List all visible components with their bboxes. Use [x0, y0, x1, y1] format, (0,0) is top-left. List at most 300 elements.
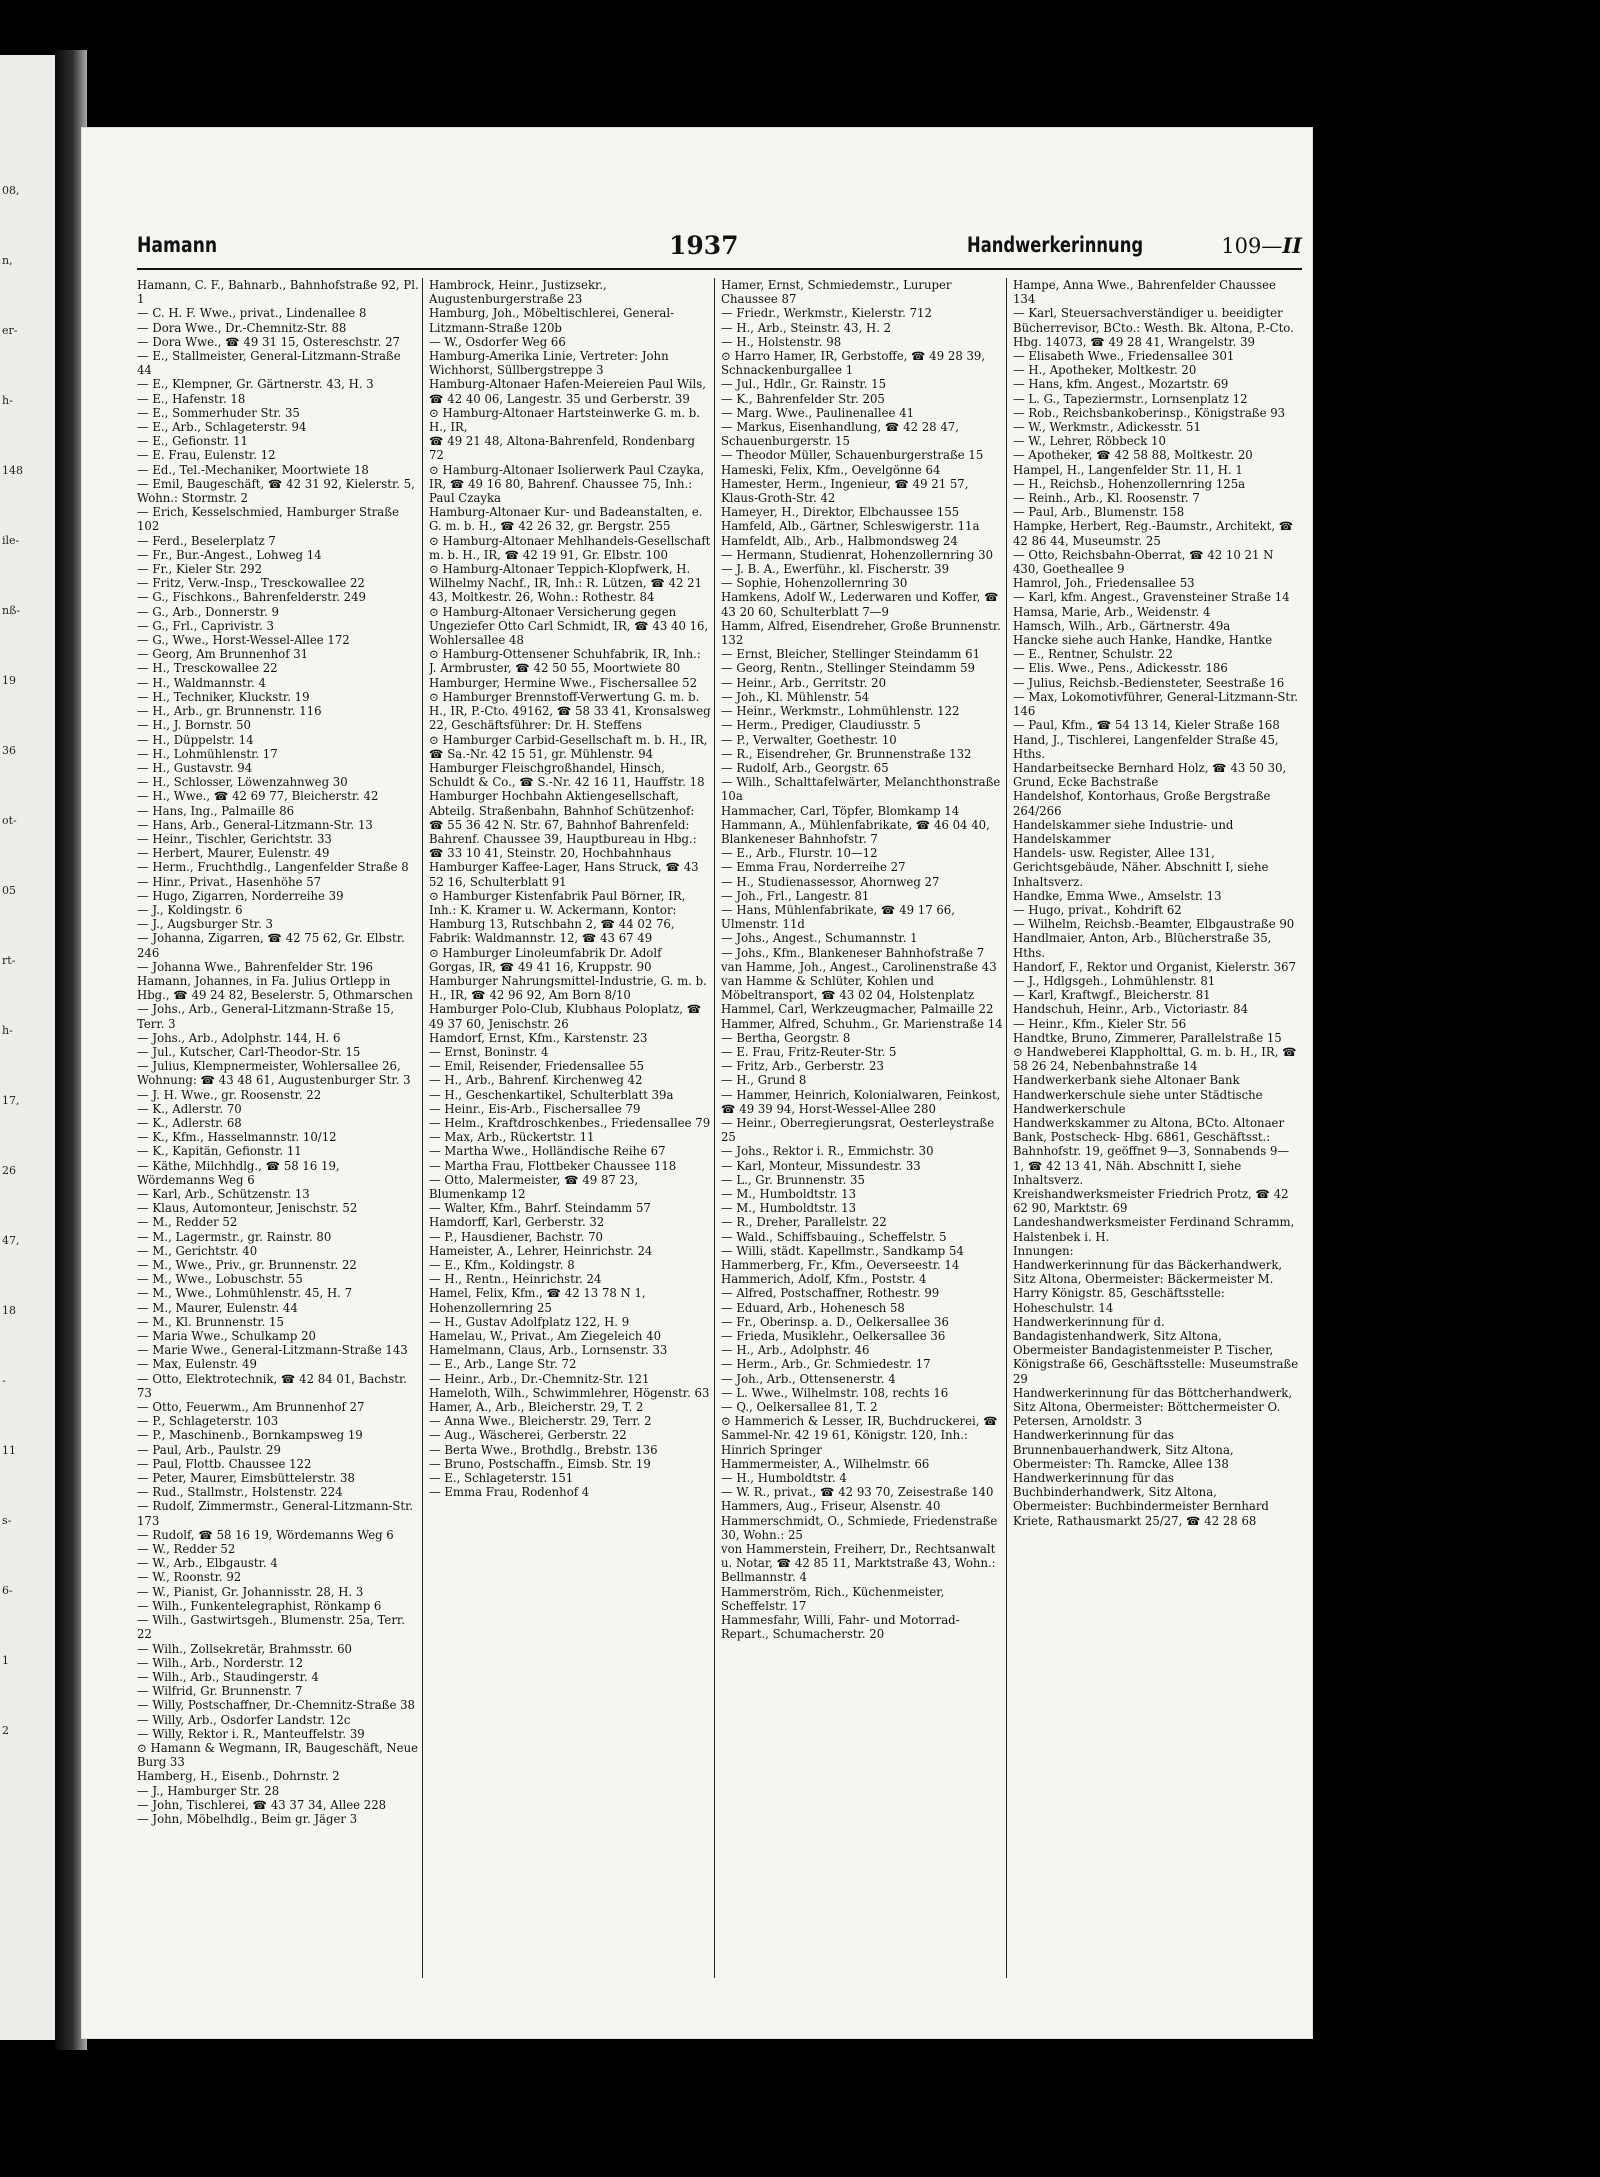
directory-entry: Hammerberg, Fr., Kfm., Oeverseestr. 14	[721, 1258, 960, 1273]
directory-entry: — H., Gustavstr. 94	[137, 760, 253, 775]
directory-entry: Hancke siehe auch Hanke, Handke, Hantke	[1013, 633, 1273, 648]
directory-entry: — Jul., Kutscher, Carl-Theodor-Str. 15	[137, 1044, 361, 1059]
directory-entry: Hammermeister, A., Wilhelmstr. 66	[721, 1456, 930, 1471]
directory-entry: — Sophie, Hohenzollernring 30	[721, 576, 908, 591]
directory-entry: — Q., Oelkersallee 81, T. 2	[721, 1400, 878, 1415]
directory-entry: Hamburg-Amerika Linie, Vertreter: John Wichhorst, Süllbergstreppe 3	[429, 349, 669, 378]
directory-entry: — Hans, Arb., General-Litzmann-Str. 13	[137, 817, 373, 832]
directory-entry: — E. Frau, Fritz-Reuter-Str. 5	[721, 1044, 897, 1059]
fragment-line: 18	[2, 1304, 16, 1317]
directory-entry: — Dora Wwe., ☎ 49 31 15, Ostereschstr. 27	[137, 334, 400, 349]
directory-entry: — H., Holstenstr. 98	[721, 334, 842, 349]
directory-entry: — E., Kfm., Koldingstr. 8	[429, 1258, 575, 1273]
directory-entry: Hamburg-Altonaer Kur- und Badeanstalten, e. G. m. b. H., ☎ 42 26 32, gr. Bergstr. 255	[429, 505, 703, 534]
directory-entry: Handke, Emma Wwe., Amselstr. 13	[1013, 888, 1222, 903]
directory-entry: — Hans, Mühlenfabrikate, ☎ 49 17 66, Ulmenstr. 11d	[721, 902, 955, 932]
directory-entry: Hammerschmidt, O., Schmiede, Friedenstraße 30, Wohn.: 25	[721, 1513, 998, 1542]
directory-entry: — Wilh., Arb., Norderstr. 12	[137, 1655, 304, 1670]
directory-entry: — P., Schlageterstr. 103	[137, 1414, 279, 1429]
fragment-line: 47,	[2, 1234, 20, 1247]
directory-entry: — Johs., Angest., Schumannstr. 1	[721, 931, 918, 946]
directory-entry: Handwerkerinnung für das Buchbinderhandwerk, Sitz Altona, Obermeister: Buchbindermeister Bernhard Kriete, Rathausmarkt 25/27, ☎ 42 28 68	[1013, 1471, 1269, 1528]
directory-entry: Hamelau, W., Privat., Am Ziegeleich 40	[429, 1329, 662, 1344]
directory-entry: — Marie Wwe., General-Litzmann-Straße 143	[137, 1343, 408, 1358]
directory-entry: Hamfeldt, Alb., Arb., Halbmondsweg 24	[721, 533, 958, 548]
directory-entry: — H., Arb., Steinstr. 43, H. 2	[721, 320, 892, 335]
fragment-line: 11	[2, 1444, 16, 1457]
directory-entry: — John, Möbelhdlg., Beim gr. Jäger 3	[137, 1811, 358, 1826]
directory-entry: — Klaus, Automonteur, Jenischstr. 52	[137, 1201, 358, 1216]
directory-entry: — Rudolf, ☎ 58 16 19, Wördemanns Weg 6	[137, 1527, 394, 1542]
directory-entry: — Otto, Elektrotechnik, ☎ 42 84 01, Bachstr. 73	[137, 1371, 407, 1400]
directory-entry: — K., Kfm., Hasselmannstr. 10/12	[137, 1130, 337, 1145]
directory-entry: — Emil, Reisender, Friedensallee 55	[429, 1059, 645, 1074]
fragment-line: s-	[2, 1514, 12, 1527]
directory-entry: Hampe, Anna Wwe., Bahrenfelder Chaussee 134	[1013, 278, 1276, 307]
directory-entry: Hand, J., Tischlerei, Langenfelder Straße 45, Hths.	[1013, 732, 1279, 761]
directory-entry: — Marg. Wwe., Paulinenallee 41	[721, 405, 915, 420]
directory-entry: van Hamme, Joh., Angest., Carolinenstraße 43	[721, 959, 997, 974]
directory-entry: — H., Düppelstr. 14	[137, 732, 254, 747]
fragment-line: rt-	[2, 954, 16, 967]
directory-entry: — L. G., Tapeziermstr., Lornsenplatz 12	[1013, 391, 1248, 406]
directory-entry: — M., Wwe., Lohmühlenstr. 45, H. 7	[137, 1286, 353, 1301]
directory-entry: Kreishandwerksmeister Friedrich Protz, ☎ 42 62 90, Marktstr. 69	[1013, 1187, 1289, 1216]
directory-entry: Handwerkerinnung für das Brunnenbauerhandwerk, Sitz Altona, Obermeister: Th. Ramcke, Allee 138	[1013, 1428, 1234, 1471]
directory-entry: — J., Augsburger Str. 3	[137, 917, 273, 932]
directory-entry: — L. Wwe., Wilhelmstr. 108, rechts 16	[721, 1385, 949, 1400]
directory-entry: — H., Arb., gr. Brunnenstr. 116	[137, 704, 322, 719]
entry-columns	[137, 278, 1302, 1978]
directory-entry: — E., Rentner, Schulstr. 22	[1013, 647, 1173, 662]
directory-entry: — Dora Wwe., Dr.-Chemnitz-Str. 88	[137, 320, 347, 335]
directory-entry: — Johanna, Zigarren, ☎ 42 75 62, Gr. Elbstr. 246	[137, 931, 405, 960]
directory-entry: — Heinr., Eis-Arb., Fischersallee 79	[429, 1101, 641, 1116]
directory-entry: — H., Waldmannstr. 4	[137, 675, 266, 690]
directory-entry: — Herm., Arb., Gr. Schmiedestr. 17	[721, 1357, 931, 1372]
directory-entry: Hameloth, Wilh., Schwimmlehrer, Högenstr. 63	[429, 1385, 710, 1400]
directory-entry: — G., Arb., Donnerstr. 9	[137, 604, 279, 619]
directory-entry: — M., Maurer, Eulenstr. 44	[137, 1300, 298, 1315]
directory-entry: — Fr., Bur.-Angest., Lohweg 14	[137, 547, 322, 562]
directory-entry: Hammann, A., Mühlenfabrikate, ☎ 46 04 40, Blankeneser Bahnhofstr. 7	[721, 817, 990, 846]
directory-entry: Hameski, Felix, Kfm., Oevelgönne 64	[721, 462, 941, 477]
fragment-line: 08,	[2, 184, 20, 197]
directory-entry: — E., Stallmeister, General-Litzmann-Straße 44	[137, 349, 401, 378]
directory-entry: — Wilfrid, Gr. Brunnenstr. 7	[137, 1684, 303, 1699]
directory-entry: Hamm, Alfred, Eisendreher, Große Brunnenstr. 132	[721, 618, 1001, 648]
directory-entry: — Theodor Müller, Schauenburgerstraße 15	[721, 448, 984, 463]
directory-entry: — Rudolf, Arb., Georgstr. 65	[721, 760, 889, 775]
directory-entry: — Max, Arb., Rückertstr. 11	[429, 1130, 595, 1145]
directory-entry: — G., Wwe., Horst-Wessel-Allee 172	[137, 633, 350, 648]
directory-entry: Handwerkerinnung für das Böttcherhandwerk, Sitz Altona, Obermeister: Böttchermeister O. Petersen, Arnoldstr. 3	[1013, 1385, 1293, 1429]
directory-entry: — M., Redder 52	[137, 1215, 238, 1230]
directory-entry: — P., Maschinenb., Bornkampsweg 19	[137, 1428, 363, 1443]
directory-entry: — Julius, Klempnermeister, Wohlersallee 26, Wohnung: ☎ 43 48 61, Augustenburger Str. 3	[137, 1059, 411, 1088]
directory-entry: — P., Verwalter, Goethestr. 10	[721, 732, 897, 747]
directory-entry: — Heinr., Werkmstr., Lohmühlenstr. 122	[721, 704, 960, 719]
fragment-line: h-	[2, 1024, 13, 1037]
directory-entry: — Elis. Wwe., Pens., Adickesstr. 186	[1013, 661, 1228, 676]
directory-entry: — Bruno, Postschaffn., Eimsb. Str. 19	[429, 1456, 651, 1471]
column-1	[137, 278, 423, 1978]
fragment-line: -	[2, 1374, 6, 1387]
directory-entry: ⊙ Handweberei Klappholttal, G. m. b. H., IR, ☎ 58 26 24, Nebenbahnstraße 14	[1013, 1044, 1297, 1074]
directory-entry: — Ernst, Boninstr. 4	[429, 1044, 549, 1059]
directory-entry: — H., Humboldtstr. 4	[721, 1471, 847, 1486]
directory-entry: — Johs., Kfm., Blankeneser Bahnhofstraße 7	[721, 945, 985, 960]
directory-entry: — H., Geschenkartikel, Schulterblatt 39a	[429, 1087, 674, 1102]
directory-entry: — H., Arb., Bahrenf. Kirchenweg 42	[429, 1073, 643, 1088]
directory-entry: — Paul, Flottb. Chaussee 122	[137, 1456, 312, 1471]
directory-entry: — J. B. A., Ewerführ., kl. Fischerstr. 39	[721, 562, 950, 577]
directory-entry: Handelskammer siehe Industrie- und Handelskammer	[1013, 817, 1234, 846]
directory-entry: — Herm., Prediger, Claudiusstr. 5	[721, 718, 921, 733]
directory-entry: Hameyer, H., Direktor, Elbchaussee 155	[721, 505, 960, 520]
directory-entry: — W., Roonstr. 92	[137, 1570, 242, 1585]
previous-page-edge	[0, 55, 55, 2040]
directory-entry: Handarbeitsecke Bernhard Holz, ☎ 43 50 30, Grund, Ecke Bachstraße	[1013, 760, 1287, 790]
directory-entry: — W., Arb., Elbgaustr. 4	[137, 1556, 278, 1571]
page-number: 109—II	[1221, 233, 1302, 258]
directory-entry: — Ernst, Bleicher, Stellinger Steindamm 61	[721, 647, 981, 662]
directory-entry: Hampke, Herbert, Reg.-Baumstr., Architekt, ☎ 42 86 44, Museumstr. 25	[1013, 519, 1294, 548]
directory-entry: — L., Gr. Brunnenstr. 35	[721, 1172, 865, 1187]
directory-entry: — E., Sommerhuder Str. 35	[137, 405, 300, 420]
directory-entry: ⊙ Hamburg-Altonaer Teppich-Klopfwerk, H. Wilhelmy Nachf., IR, Inh.: R. Lützen, ☎ 42 21 43, Moltkestr. 26, Wohn.: Rothestr. 84	[429, 562, 703, 605]
directory-entry: — Julius, Reichsb.-Bediensteter, Seestraße 16	[1013, 675, 1285, 690]
directory-entry: — W., Pianist, Gr. Johannisstr. 28, H. 3	[137, 1584, 364, 1599]
directory-entry: Handschuh, Heinr., Arb., Victoriastr. 84	[1013, 1002, 1249, 1017]
fragment-line: ot-	[2, 814, 17, 827]
directory-entry: — Erich, Kesselschmied, Hamburger Straße 102	[137, 505, 399, 534]
directory-entry: Handwerkerinnung für d. Bandagistenhandwerk, Sitz Altona, Obermeister Bandagistenmeister P. Tischer, Königstraße 66, Geschäftsstelle: Museumstraße 29	[1013, 1314, 1299, 1386]
directory-entry: — Paul, Arb., Paulstr. 29	[137, 1442, 281, 1457]
header-year: 1937	[669, 231, 739, 260]
directory-entry: — Heinr., Oberregierungsrat, Oesterleystraße 25	[721, 1115, 995, 1145]
directory-entry: Hammers, Aug., Friseur, Alsenstr. 40	[721, 1499, 941, 1514]
directory-entry: Handtke, Bruno, Zimmerer, Parallelstraße 15	[1013, 1030, 1282, 1045]
directory-entry: Hamburg-Altonaer Hafen-Meiereien Paul Wils, ☎ 42 40 06, Langestr. 35 und Gerberstr. 39	[429, 377, 706, 406]
directory-entry: — W., Redder 52	[137, 1542, 236, 1557]
directory-entry: — Karl, Monteur, Missundestr. 33	[721, 1158, 921, 1173]
directory-entry: Hamelmann, Claus, Arb., Lornsenstr. 33	[429, 1343, 668, 1358]
directory-entry: — Eduard, Arb., Hohenesch 58	[721, 1300, 905, 1315]
directory-entry: — Reinh., Arb., Kl. Roosenstr. 7	[1013, 491, 1200, 506]
directory-entry: — G., Frl., Caprivistr. 3	[137, 618, 274, 633]
directory-entry: Hambrock, Heinr., Justizsekr., Augustenburgerstraße 23	[429, 278, 607, 307]
directory-entry: — H., Rentn., Heinrichstr. 24	[429, 1272, 602, 1287]
directory-entry: Hamfeld, Alb., Gärtner, Schleswigerstr. 11a	[721, 519, 980, 534]
directory-entry: — H., Gustav Adolfplatz 122, H. 9	[429, 1314, 630, 1329]
directory-entry: — John, Tischlerei, ☎ 43 37 34, Allee 228	[137, 1797, 387, 1812]
directory-entry: — M., Humboldtstr. 13	[721, 1187, 857, 1201]
directory-entry: Hamdorff, Karl, Gerberstr. 32	[429, 1215, 605, 1230]
directory-entry: — E. Frau, Eulenstr. 12	[137, 448, 276, 463]
directory-entry: — P., Hausdiener, Bachstr. 70	[429, 1229, 603, 1244]
directory-entry: — Walter, Kfm., Bahrf. Steindamm 57	[429, 1201, 651, 1216]
directory-entry: — Willi, städt. Kapellmstr., Sandkamp 54	[721, 1243, 964, 1258]
directory-entry: — Rud., Stallmstr., Holstenstr. 224	[137, 1485, 343, 1500]
directory-entry: — Emma Frau, Rodenhof 4	[429, 1485, 590, 1500]
directory-entry: — Fr., Oberinsp. a. D., Oelkersallee 36	[721, 1314, 949, 1329]
directory-entry: — Karl, Kraftwgf., Bleicherstr. 81	[1013, 988, 1211, 1003]
directory-entry: Hamsa, Marie, Arb., Weidenstr. 4	[1013, 604, 1211, 619]
directory-entry: — Elisabeth Wwe., Friedensallee 301	[1013, 349, 1235, 364]
fragment-line: 17,	[2, 1094, 20, 1107]
directory-entry: — Jul., Hdlr., Gr. Rainstr. 15	[721, 377, 887, 392]
directory-entry: Hamkens, Adolf W., Lederwaren und Koffer, ☎ 43 20 60, Schulterblatt 7—9	[721, 590, 999, 619]
directory-entry: Hamburger Nahrungsmittel-Industrie, G. m. b. H., IR, ☎ 42 96 92, Am Born 8/10	[429, 973, 707, 1003]
directory-entry: — H., Arb., Adolphstr. 46	[721, 1343, 870, 1358]
directory-entry: — E., Arb., Schlageterstr. 94	[137, 420, 307, 435]
directory-entry: — Alfred, Postschaffner, Rothestr. 99	[721, 1286, 940, 1301]
directory-entry: — E., Arb., Lange Str. 72	[429, 1357, 577, 1372]
directory-entry: — Emil, Baugeschäft, ☎ 42 31 92, Kielerstr. 5, Wohn.: Stormstr. 2	[137, 476, 415, 506]
directory-entry: Hamdorf, Ernst, Kfm., Karstenstr. 23	[429, 1030, 648, 1045]
directory-entry: — Karl, Steuersachverständiger u. beeidigter Bücherrevisor, BCto.: Westh. Bk. Altona, P.-Cto. Hbg. 14073, ☎ 49 28 41, Wrangelstr. 39	[1013, 306, 1294, 349]
directory-entry: — M., Kl. Brunnenstr. 15	[137, 1314, 284, 1329]
directory-entry: — Rudolf, Zimmermstr., General-Litzmann-Str. 173	[137, 1499, 414, 1528]
fragment-line: er-	[2, 324, 18, 337]
directory-entry: — Wald., Schiffsbauing., Scheffelstr. 5	[721, 1229, 947, 1244]
directory-entry: — M., Humboldtstr. 13	[721, 1201, 857, 1216]
directory-entry: ⊙ Hamburger Linoleumfabrik Dr. Adolf Gorgas, IR, ☎ 49 41 16, Kruppstr. 90	[429, 945, 662, 974]
directory-entry: — Friedr., Werkmstr., Kielerstr. 712	[721, 306, 932, 321]
fragment-line: 36	[2, 744, 16, 757]
directory-entry: Hamburger Kaffee-Lager, Hans Struck, ☎ 43 52 16, Schulterblatt 91	[429, 860, 699, 889]
directory-entry: — Willy, Postschaffner, Dr.-Chemnitz-Straße 38	[137, 1698, 415, 1713]
directory-entry: — J., Koldingstr. 6	[137, 902, 243, 917]
directory-entry: Hamel, Felix, Kfm., ☎ 42 13 78 N 1, Hohenzollernring 25	[429, 1286, 646, 1315]
directory-entry: ⊙ Hamburg-Ottensener Schuhfabrik, IR, Inh.: J. Armbruster, ☎ 42 50 55, Moortwiete 80	[429, 647, 701, 676]
directory-entry: — Hinr., Privat., Hasenhöhe 57	[137, 874, 322, 889]
directory-entry: Hammacher, Carl, Töpfer, Blomkamp 14	[721, 803, 960, 818]
fragment-line: 19	[2, 674, 16, 687]
directory-entry: — Wilh., Zollsekretär, Brahmsstr. 60	[137, 1641, 352, 1656]
directory-entry: — E., Schlageterstr. 151	[429, 1471, 574, 1486]
directory-entry: — Johanna Wwe., Bahrenfelder Str. 196	[137, 959, 373, 974]
directory-entry: — Heinr., Arb., Dr.-Chemnitz-Str. 121	[429, 1371, 650, 1386]
directory-entry: Handwerkerbank siehe Altonaer Bank	[1013, 1073, 1240, 1088]
directory-entry: Handwerkerschule siehe unter Städtische Handwerkerschule	[1013, 1087, 1263, 1116]
directory-entry: von Hammerstein, Freiherr, Dr., Rechtsanwalt u. Notar, ☎ 42 85 11, Marktstraße 43, Wohn.: Bellmannstr. 4	[721, 1542, 996, 1585]
directory-entry: — Hammer, Heinrich, Kolonialwaren, Feinkost, ☎ 49 39 94, Horst-Wessel-Allee 280	[721, 1087, 1001, 1116]
fragment-line: n,	[2, 254, 13, 267]
fragment-line: ile-	[2, 534, 20, 547]
directory-entry: — Aug., Wäscherei, Gerberstr. 22	[429, 1428, 627, 1443]
column-4	[1013, 278, 1302, 1978]
directory-entry: Hamer, Ernst, Schmiedemstr., Luruper Chaussee 87	[721, 278, 952, 307]
directory-entry: ⊙ Harro Hamer, IR, Gerbstoffe, ☎ 49 28 39, Schnackenburgallee 1	[721, 349, 986, 378]
directory-entry: Handorf, F., Rektor und Organist, Kielerstr. 367	[1013, 959, 1297, 974]
directory-entry: — H., Schlosser, Löwenzahnweg 30	[137, 775, 348, 790]
directory-entry: — M., Wwe., Lobuschstr. 55	[137, 1272, 303, 1287]
directory-entry: — Hans, Ing., Palmaille 86	[137, 803, 295, 818]
directory-entry: Hammerich, Adolf, Kfm., Poststr. 4	[721, 1272, 927, 1287]
directory-entry: — Joh., Arb., Ottensenerstr. 4	[721, 1371, 896, 1386]
directory-entry: — Herbert, Maurer, Eulenstr. 49	[137, 846, 330, 861]
directory-entry: — J., Hamburger Str. 28	[137, 1783, 280, 1798]
directory-entry: — H., Wwe., ☎ 42 69 77, Bleicherstr. 42	[137, 789, 379, 804]
fragment-line: h-	[2, 394, 13, 407]
fragment-line: 1	[2, 1654, 9, 1667]
directory-entry: ⊙ Hamburg-Altonaer Hartsteinwerke G. m. b. H., IR,	[429, 405, 701, 435]
directory-entry: ⊙ Hamburg-Altonaer Versicherung gegen Ungeziefer Otto Carl Schmidt, IR, ☎ 43 40 16, Wohlersallee 48	[429, 604, 709, 648]
directory-entry: — H., Reichsb., Hohenzollernring 125a	[1013, 476, 1246, 491]
directory-entry: — Karl, kfm. Angest., Gravensteiner Straße 14	[1013, 590, 1290, 605]
directory-entry: — Otto, Reichsbahn-Oberrat, ☎ 42 10 21 N 430, Goetheallee 9	[1013, 547, 1274, 577]
directory-entry: — Johs., Rektor i. R., Emmichstr. 30	[721, 1144, 934, 1159]
directory-entry: Hamburg, Joh., Möbeltischlerei, General-Litzmann-Straße 120b	[429, 306, 675, 335]
directory-entry: Handlmaier, Anton, Arb., Blücherstraße 35, Hths.	[1013, 931, 1272, 960]
header-first-name: Hamann	[137, 233, 218, 257]
directory-entry: — Joh., Frl., Langestr. 81	[721, 888, 870, 903]
directory-entry: Hamburger, Hermine Wwe., Fischersallee 52	[429, 675, 698, 690]
fragment-line: 6-	[2, 1584, 13, 1597]
directory-entry: — Peter, Maurer, Eimsbüttelerstr. 38	[137, 1471, 355, 1486]
directory-entry: Hamester, Herm., Ingenieur, ☎ 49 21 57, Klaus-Groth-Str. 42	[721, 476, 969, 506]
directory-entry: — G., Fischkons., Bahrenfelderstr. 249	[137, 590, 366, 605]
directory-entry: — Hugo, privat., Kohdrift 62	[1013, 902, 1182, 917]
directory-entry: Hampel, H., Langenfelder Str. 11, H. 1	[1013, 462, 1243, 477]
directory-entry: Hamrol, Joh., Friedensallee 53	[1013, 576, 1195, 591]
directory-page	[82, 128, 1312, 2038]
fragment-line: 148	[2, 464, 23, 477]
directory-entry: — H., Tresckowallee 22	[137, 661, 278, 676]
directory-entry: ⊙ Hamburger Kistenfabrik Paul Börner, IR, Inh.: K. Kramer u. W. Ackermann, Kontor: Hamburg 13, Rutschbahn 2, ☎ 44 02 76, Fabrik: Waldmannstr. 12, ☎ 43 67 49	[429, 888, 686, 946]
directory-entry: — E., Arb., Flurstr. 10—12	[721, 846, 878, 861]
directory-entry: — Apotheker, ☎ 42 58 88, Moltkestr. 20	[1013, 448, 1253, 463]
directory-entry: Handwerkerinnung für das Bäckerhandwerk, Sitz Altona, Obermeister: Bäckermeister M. Harry Königstr. 85, Geschäftsstelle: Hoheschulstr. 14	[1013, 1258, 1283, 1315]
fragment-line: 05	[2, 884, 16, 897]
directory-entry: — Wilh., Schalttafelwärter, Melanchthonstraße 10a	[721, 775, 1001, 804]
directory-entry: — Ferd., Beselerplatz 7	[137, 533, 276, 548]
directory-entry: — Hugo, Zigarren, Norderreihe 39	[137, 888, 344, 903]
directory-entry: Hamburger Hochbahn Aktiengesellschaft, Abteilg. Straßenbahn, Bahnhof Schützenhof: ☎ 55 36 42 N. Str. 67, Bahnhof Bahrenfeld: Bahrenf. Chaussee 39, Hauptbureau in Hbg.: ☎ 33 10 41, Steinstr. 20, Hochbahnhaus	[429, 789, 697, 861]
directory-entry: — Wilh., Funkentelegraphist, Rönkamp 6	[137, 1598, 382, 1613]
directory-entry: — K., Adlerstr. 68	[137, 1115, 242, 1130]
directory-entry: — H., Techniker, Kluckstr. 19	[137, 689, 310, 704]
directory-entry: Handelshof, Kontorhaus, Große Bergstraße 264/266	[1013, 789, 1271, 818]
directory-entry: — Heinr., Arb., Gerritstr. 20	[721, 675, 887, 690]
directory-entry: — H., J. Bornstr. 50	[137, 718, 251, 733]
directory-entry: — Herm., Fruchthdlg., Langenfelder Straße 8	[137, 860, 409, 875]
directory-entry: — Käthe, Milchhdlg., ☎ 58 16 19, Wördemanns Weg 6	[137, 1158, 340, 1187]
directory-entry: — W., Lehrer, Röbbeck 10	[1013, 434, 1166, 449]
page-header	[137, 233, 1302, 265]
directory-entry: — K., Adlerstr. 70	[137, 1101, 242, 1116]
directory-entry: — W. R., privat., ☎ 42 93 70, Zeisestraße 140	[721, 1485, 994, 1500]
directory-entry: ⊙ Hamburg-Altonaer Isolierwerk Paul Czayka, IR, ☎ 49 16 80, Bahrenf. Chaussee 75, Inh.: Paul Czayka	[429, 462, 705, 506]
directory-entry: Hamann, Johannes, in Fa. Julius Ortlepp in Hbg., ☎ 49 24 82, Beselerstr. 5, Othmarschen	[137, 973, 413, 1003]
directory-entry: — Fritz, Verw.-Insp., Tresckowallee 22	[137, 576, 365, 591]
directory-entry: ⊙ Hamburg-Altonaer Mehlhandels-Gesellschaft m. b. H., IR, ☎ 42 19 91, Gr. Elbstr. 100	[429, 533, 711, 562]
directory-entry: — Karl, Arb., Schützenstr. 13	[137, 1187, 310, 1201]
directory-entry: — Frieda, Musiklehr., Oelkersallee 36	[721, 1329, 946, 1344]
fragment-line: 26	[2, 1164, 16, 1177]
directory-entry: — R., Dreher, Parallelstr. 22	[721, 1215, 887, 1230]
directory-entry: — J. H. Wwe., gr. Roosenstr. 22	[137, 1087, 322, 1102]
directory-entry: — E., Klempner, Gr. Gärtnerstr. 43, H. 3	[137, 377, 374, 392]
directory-entry: — Paul, Kfm., ☎ 54 13 14, Kieler Straße 168	[1013, 718, 1280, 733]
directory-entry: — Martha Wwe., Holländische Reihe 67	[429, 1144, 666, 1159]
directory-entry: Hammesfahr, Willi, Fahr- und Motorrad-Repart., Schumacherstr. 20	[721, 1613, 960, 1642]
directory-entry: Handels- usw. Register, Allee 131, Gerichtsgebäude, Näher. Abschnitt I, siehe Inhaltsverz.	[1013, 846, 1269, 889]
directory-entry: — M., Gerichtstr. 40	[137, 1243, 258, 1258]
directory-entry: — Wilhelm, Reichsb.-Beamter, Elbgaustraße 90	[1013, 917, 1295, 932]
directory-entry: — H., Lohmühlenstr. 17	[137, 746, 278, 761]
directory-entry: ☎ 49 21 48, Altona-Bahrenfeld, Rondenbarg 72	[429, 434, 695, 463]
directory-entry: — Hermann, Studienrat, Hohenzollernring 30	[721, 547, 994, 562]
directory-entry: — Martha Frau, Flottbeker Chaussee 118	[429, 1158, 677, 1173]
directory-entry: — Otto, Malermeister, ☎ 49 87 23, Blumenkamp 12	[429, 1172, 639, 1201]
directory-entry: — J., Hdlgsgeh., Lohmühlenstr. 81	[1013, 973, 1216, 988]
column-3	[721, 278, 1007, 1978]
directory-entry: — Johs., Arb., Adolphstr. 144, H. 6	[137, 1030, 341, 1045]
directory-entry: Hamer, A., Arb., Bleicherstr. 29, T. 2	[429, 1400, 644, 1415]
directory-entry: — Ed., Tel.-Mechaniker, Moortwiete 18	[137, 462, 369, 477]
directory-entry: — R., Eisendreher, Gr. Brunnenstraße 132	[721, 746, 972, 761]
directory-entry: — Fritz, Arb., Gerberstr. 23	[721, 1059, 884, 1074]
directory-entry: — E., Hafenstr. 18	[137, 391, 246, 406]
directory-entry: — Max, Eulenstr. 49	[137, 1357, 257, 1372]
directory-entry: van Hamme & Schlüter, Kohlen und Möbeltransport, ☎ 43 02 04, Holstenplatz	[721, 973, 975, 1003]
directory-entry: — Markus, Eisenhandlung, ☎ 42 28 47, Schauenburgerstr. 15	[721, 420, 959, 449]
directory-entry: — Johs., Arb., General-Litzmann-Straße 15, Terr. 3	[137, 1002, 395, 1031]
directory-entry: — Emma Frau, Norderreihe 27	[721, 860, 906, 875]
directory-entry: — Georg, Rentn., Stellinger Steindamm 59	[721, 661, 975, 676]
directory-entry: — M., Lagermstr., gr. Rainstr. 80	[137, 1229, 332, 1244]
directory-entry: — W., Werkmstr., Adickesstr. 51	[1013, 420, 1201, 435]
directory-entry: — K., Kapitän, Gefionstr. 11	[137, 1144, 302, 1159]
directory-entry: — Wilh., Gastwirtsgeh., Blumenstr. 25a, Terr. 22	[137, 1613, 405, 1642]
directory-entry: — Willy, Rektor i. R., Manteuffelstr. 39	[137, 1726, 365, 1741]
directory-entry: — Hans, kfm. Angest., Mozartstr. 69	[1013, 377, 1229, 392]
directory-entry: — Otto, Feuerwm., Am Brunnenhof 27	[137, 1400, 365, 1415]
directory-entry: Hamburger Fleischgroßhandel, Hinsch, Schuldt & Co., ☎ S.-Nr. 42 16 11, Hauffstr. 18	[429, 760, 705, 790]
header-last-name: Handwerkerinnung	[967, 233, 1144, 257]
directory-entry: — C. H. F. Wwe., privat., Lindenallee 8	[137, 306, 367, 321]
directory-entry: — Bertha, Georgstr. 8	[721, 1030, 851, 1045]
fragment-line: nß-	[2, 604, 21, 617]
directory-entry: — Berta Wwe., Brothdlg., Brebstr. 136	[429, 1442, 658, 1457]
column-2	[429, 278, 715, 1978]
directory-entry: — Max, Lokomotivführer, General-Litzmann-Str. 146	[1013, 689, 1299, 719]
fragment-line: 2	[2, 1724, 9, 1737]
directory-entry: — H., Grund 8	[721, 1073, 807, 1088]
directory-entry: Hamann, C. F., Bahnarb., Bahnhofstraße 92, Pl. 1	[137, 278, 419, 307]
directory-entry: — Fr., Kieler Str. 292	[137, 562, 263, 577]
directory-entry: — Willy, Arb., Osdorfer Landstr. 12c	[137, 1712, 351, 1727]
directory-entry: — E., Gefionstr. 11	[137, 434, 248, 449]
directory-entry: Hammerström, Rich., Küchenmeister, Scheffelstr. 17	[721, 1584, 945, 1613]
directory-entry: — Heinr., Kfm., Kieler Str. 56	[1013, 1016, 1187, 1031]
directory-entry: — Maria Wwe., Schulkamp 20	[137, 1329, 316, 1344]
directory-entry: Hamsch, Wilh., Arb., Gärtnerstr. 49a	[1013, 618, 1231, 633]
directory-entry: Landeshandwerksmeister Ferdinand Schramm, Halstenbek i. H.	[1013, 1215, 1295, 1244]
directory-entry: Handwerkskammer zu Altona, BCto. Altonaer Bank, Postscheck- Hbg. 6861, Geschäftsst.: Bahnhofstr. 19, geöffnet 9—3, Sonnabends 9—1, ☎ 42 13 41, Näh. Abschnitt I, siehe Inhaltsverz.	[1013, 1115, 1290, 1187]
directory-entry: — Anna Wwe., Bleicherstr. 29, Terr. 2	[429, 1414, 652, 1429]
directory-entry: Hameister, A., Lehrer, Heinrichstr. 24	[429, 1243, 653, 1258]
directory-entry: Innungen:	[1013, 1243, 1074, 1258]
directory-entry: — H., Apotheker, Moltkestr. 20	[1013, 363, 1197, 378]
directory-entry: — H., Studienassessor, Ahornweg 27	[721, 874, 940, 889]
directory-entry: ⊙ Hamann & Wegmann, IR, Baugeschäft, Neue Burg 33	[137, 1740, 419, 1770]
directory-entry: — Wilh., Arb., Staudingerstr. 4	[137, 1669, 319, 1684]
directory-entry: ⊙ Hamburger Carbid-Gesellschaft m. b. H., IR, ☎ Sa.-Nr. 42 15 51, gr. Mühlenstr. 94	[429, 732, 708, 761]
